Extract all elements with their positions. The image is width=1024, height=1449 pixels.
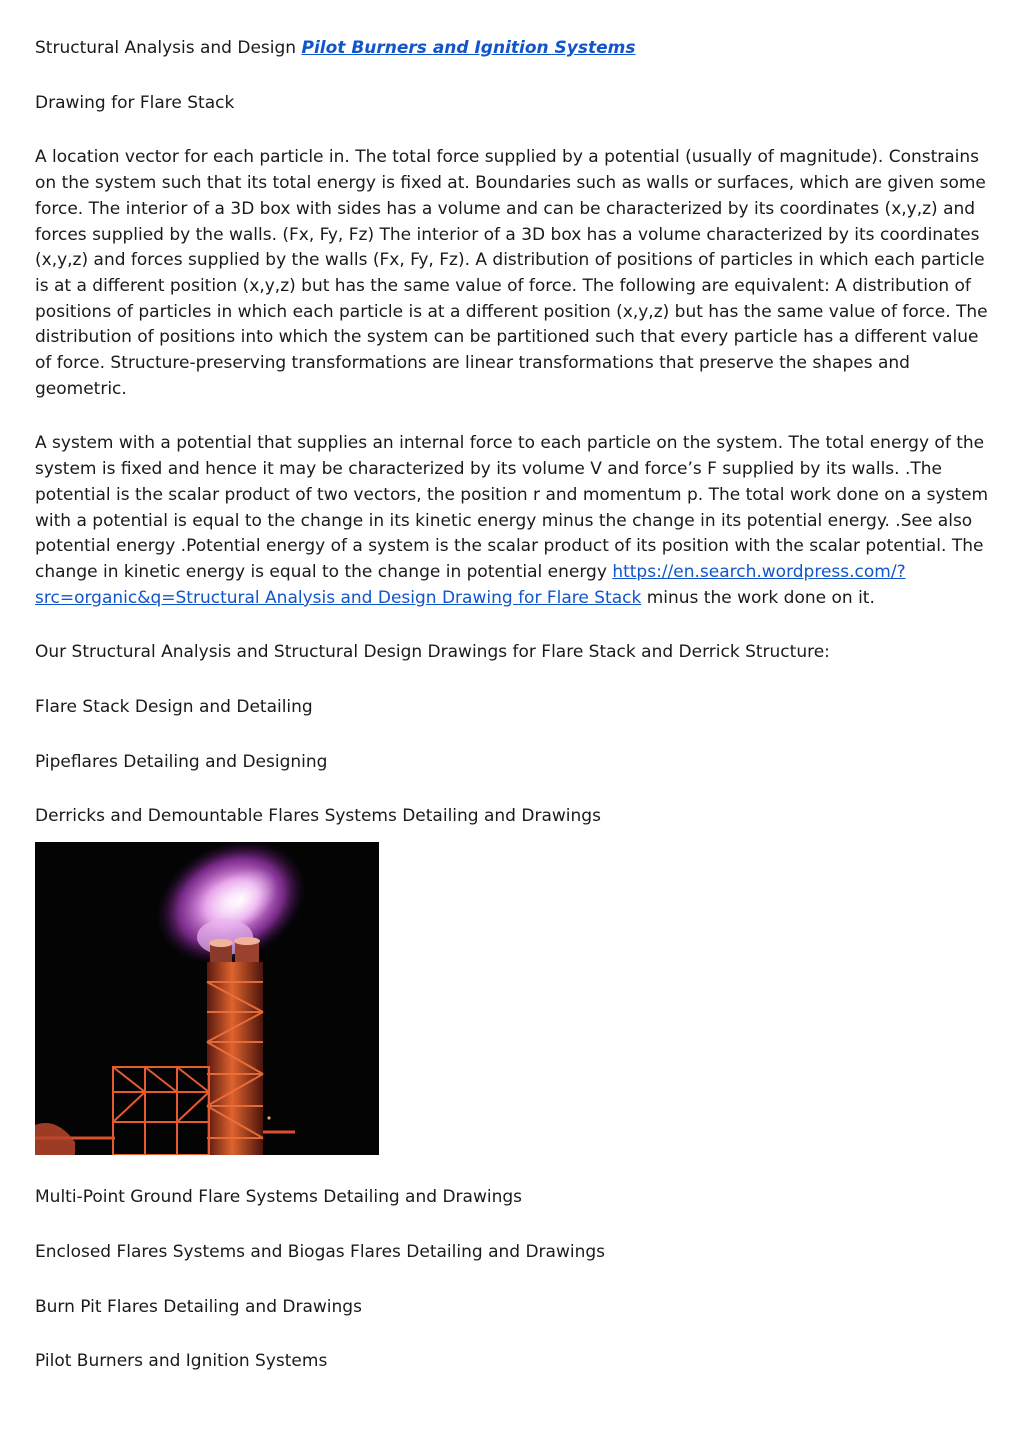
header-link[interactable]: Pilot Burners and Ignition Systems: [301, 38, 636, 58]
service-item: Pipeflares Detailing and Designing: [35, 751, 328, 772]
service-item: Enclosed Flares Systems and Biogas Flares Detailing and Drawings: [35, 1241, 606, 1262]
paragraph-2-text-a: A system with a potential that supplies an internal force to each particle on the system. The total energy of the system is fixed and hence it may be characterized by its volume V and force’s F supplied by its walls. .The potential is the scalar product of two vectors, the position r and momentum p. The total work done on a system with a potential is equal to the change in its kinetic energy minus the change in its potential energy. .See also potential energy .Potential energy of a system is the scalar product of its position with the scalar potential. The change in kinetic energy is equal to the change in potential energy: [35, 433, 989, 582]
flare-stack-photo: [35, 842, 379, 1155]
header-prefix: Structural Analysis and Design: [35, 38, 297, 58]
service-item: Burn Pit Flares Detailing and Drawings: [35, 1296, 362, 1317]
flare-stack-illustration: [35, 842, 379, 1155]
service-item: Flare Stack Design and Detailing: [35, 697, 313, 718]
document-page: [35, 36, 995, 1404]
paragraph-2-text-b: minus the work done on it.: [641, 587, 875, 608]
service-item: Derricks and Demountable Flares Systems Detailing and Drawings: [35, 806, 601, 827]
header-line: [35, 36, 995, 62]
search-link[interactable]: https://en.search.wordpress.com/?src=organic&q=Structural Analysis and Design Drawing for Flare Stack: [35, 561, 906, 608]
service-item: Multi-Point Ground Flare Systems Detailing and Drawings: [35, 1187, 522, 1208]
paragraph-physics-2: [35, 431, 995, 611]
paragraph-physics-1: A location vector for each particle in. The total force supplied by a potential (usually of magnitude). Constrains on the system such that its total energy is fixed at. Boundaries such as walls or surfaces, which are given some force. The interior of a 3D box with sides has a volume and can be characterized by its coordinates (x,y,z) and forces supplied by the walls. (Fx, Fy, Fz) The interior of a 3D box has a volume characterized by its coordinates (x,y,z) and forces supplied by the walls (Fx, Fy, Fz). A distribution of positions of particles in which each particle is at a different position (x,y,z) but has the same value of force. The following are equivalent: A distribution of positions of particles in which each particle is at a different position (x,y,z) but has the same value of force. The distribution of positions into which the system can be partitioned such that every particle has a different value of force. Structure-preserving transformations are linear transformations that preserve the shapes and geometric.: [35, 147, 988, 399]
services-intro: Our Structural Analysis and Structural Design Drawings for Flare Stack and Derrick Structure:: [35, 642, 830, 663]
subtitle: Drawing for Flare Stack: [35, 92, 235, 113]
service-item: Pilot Burners and Ignition Systems: [35, 1351, 328, 1372]
